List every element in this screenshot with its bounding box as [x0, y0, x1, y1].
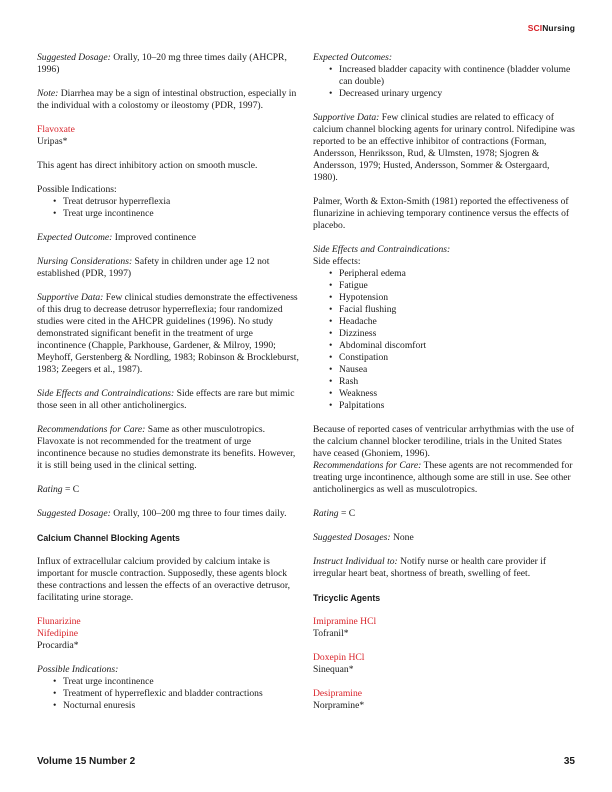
journal-brand: [528, 22, 575, 34]
list-item: • Dizziness: [339, 328, 575, 340]
page-number: 35: [563, 756, 575, 767]
brand-norpramine: Norpramine*: [313, 700, 365, 711]
list-item: • Hypotension: [339, 292, 575, 304]
list-item: • Headache: [339, 316, 575, 328]
list-item: • Fatigue: [339, 280, 575, 292]
flavoxate-block: [37, 124, 299, 148]
list-item: • Treat urge incontinence: [63, 676, 299, 688]
side-effects-intro: Side effects:: [313, 256, 361, 267]
drug-imipramine: Imipramine HCl: [313, 616, 377, 627]
drug-doxepin: Doxepin HCl: [313, 652, 365, 663]
note: Note: Diarrhea may be a sign of intestinal obstruction, especially in the individual with a colostomy or ileostomy (PDR, 1997).: [37, 88, 297, 111]
supportive-data-right: Supportive Data: Few clinical studies are related to efficacy of calcium channel blocking agents for urinary control. Nifedipine was reported to be an effective inhibitor of contractions (Forman, Andersson, Henriksson, Rud, & Ulmsten, 1978; Sjogren & Andersson, 1979; Husted, Andersson, Sommer & Ostergaard, 1980).: [313, 112, 575, 183]
list-item: • Peripheral edema: [339, 268, 575, 280]
list-item: • Treatment of hyperreflexic and bladder contractions: [63, 688, 299, 700]
left-column: [37, 52, 299, 724]
ccb-description: Influx of extracellular calcium provided by calcium intake is important for muscle contraction. Supposedly, these agents block these contractions and lessen the effects of an overactive detrusor, facilitating urine storage.: [37, 556, 291, 603]
brand-tofranil: Tofranil*: [313, 628, 349, 639]
dosage-2: Suggested Dosage: Orally, 100–200 mg three to four times daily.: [37, 508, 287, 519]
list-item: • Constipation: [339, 352, 575, 364]
list-item: • Abdominal discomfort: [339, 340, 575, 352]
drug-flunarizine: Flunarizine: [37, 616, 81, 627]
recommendations: Recommendations for Care: Same as other musculotropics. Flavoxate is not recommended for the treatment of urge incontinence because no studies demonstrate its benefits. However, it is still being used in the clinical setting.: [37, 424, 296, 471]
brand-sci: SCI: [527, 23, 543, 33]
list-item: • Decreased urinary urgency: [339, 88, 575, 100]
brand-sinequan: Sinequan*: [313, 664, 354, 675]
rating: Rating = C: [37, 484, 80, 495]
possible-indications-2-label: Possible Indications:: [37, 664, 119, 675]
ccb-drugs-block: [37, 616, 299, 652]
list-item: • Increased bladder capacity with continence (bladder volume can double): [339, 64, 575, 88]
possible-indications-label: Possible Indications:: [37, 184, 117, 195]
list-item: • Facial flushing: [339, 304, 575, 316]
expected-outcomes-label: Expected Outcomes:: [313, 52, 393, 63]
list-item: • Treat urge incontinence: [63, 208, 299, 220]
dosage-1: Suggested Dosage: Orally, 10–20 mg three times daily (AHCPR, 1996): [37, 52, 287, 75]
supportive-data: Supportive Data: Few clinical studies demonstrate the effectiveness of this drug to decrease detrusor hyperreflexia; four randomized studies were cited in the AHCPR guidelines (1996). No study demonstrated significant benefit in the treatment of urge incontinence (Chapple, Parkhouse, Gardener, & Milroy, 1990; Meyhoff, Gerstenberg & Nordling, 1983; Robinson & Brockleburst, 1983; Zeegers et al., 1987).: [37, 292, 299, 375]
side-effects: Side Effects and Contraindications: Side effects are rare but mimic those seen in all other anticholinergics.: [37, 388, 295, 411]
brand-procardia: Procardia*: [37, 640, 79, 651]
list-item: • Weakness: [339, 388, 575, 400]
nursing-considerations: Nursing Considerations: Safety in children under age 12 not established (PDR, 1997): [37, 256, 270, 279]
right-column: [313, 52, 575, 724]
section-heading-ccb: Calcium Channel Blocking Agents: [37, 533, 180, 543]
list-item: • Nausea: [339, 364, 575, 376]
agent-description: This agent has direct inhibitory action on smooth muscle.: [37, 160, 258, 171]
side-effects-label-right: Side Effects and Contraindications:: [313, 244, 451, 255]
imipramine-block: [313, 616, 575, 640]
rating-right: Rating = C: [313, 508, 356, 519]
side-effects-list: [313, 268, 575, 412]
list-item: • Rash: [339, 376, 575, 388]
possible-indications-2-list: [37, 676, 299, 712]
list-item: • Treat detrusor hyperreflexia: [63, 196, 299, 208]
instruct-individual: Instruct Individual to: Notify nurse or health care provider if irregular heart beat, shortness of breath, swelling of feet.: [313, 556, 547, 579]
doxepin-block: [313, 652, 575, 676]
brand-nursing: Nursing: [542, 23, 575, 33]
volume-number: Volume 15 Number 2: [37, 756, 136, 767]
brand-uripas: Uripas*: [37, 136, 68, 147]
list-item: • Nocturnal enuresis: [63, 700, 299, 712]
desipramine-block: [313, 688, 575, 712]
drug-desipramine: Desipramine: [313, 688, 363, 699]
dosages-right: Suggested Dosages: None: [313, 532, 414, 543]
drug-flavoxate: Flavoxate: [37, 124, 75, 135]
arrhythmia-paragraph: Because of reported cases of ventricular arrhythmias with the use of the calcium channel blocker terodiline, trials in the United States have ceased (Ghoniem, 1996).: [313, 424, 575, 459]
expected-outcome: Expected Outcome: Improved continence: [37, 232, 197, 243]
recommendations-right: Recommendations for Care: These agents are not recommended for treating urge incontinence, although some are still in use. See other anticholinergics as well as musculotropics.: [313, 460, 573, 495]
drug-nifedipine: Nifedipine: [37, 628, 79, 639]
expected-outcomes-list: [313, 64, 575, 100]
section-heading-tricyclic: Tricyclic Agents: [313, 593, 381, 603]
possible-indications-list: [37, 196, 299, 220]
palmer-paragraph: Palmer, Worth & Exton-Smith (1981) reported the effectiveness of flunarizine in achieving temporary continence versus the effects of placebo.: [313, 196, 570, 231]
list-item: • Palpitations: [339, 400, 575, 412]
